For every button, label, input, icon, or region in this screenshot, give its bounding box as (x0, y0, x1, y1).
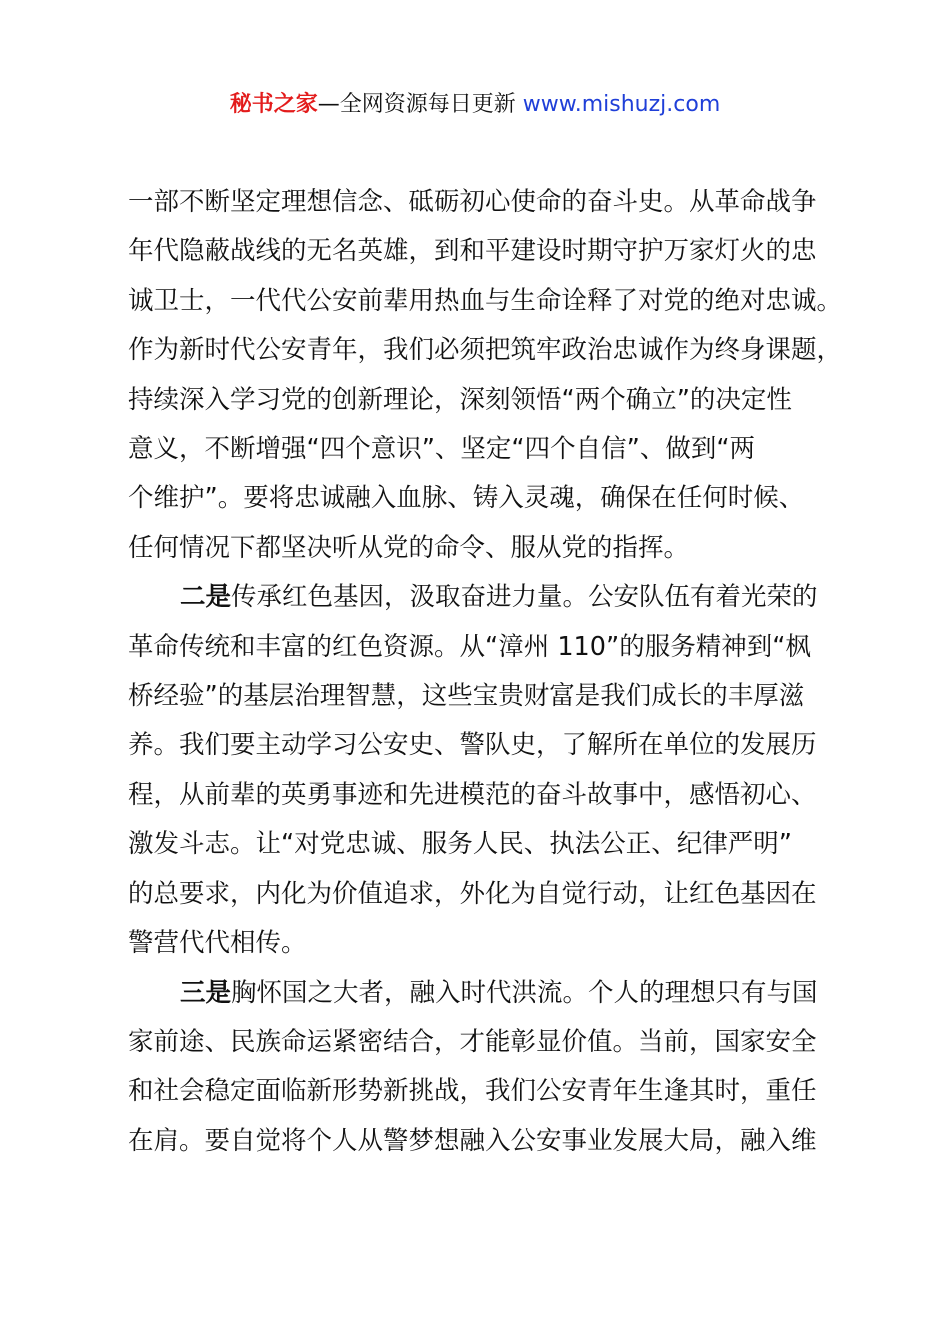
text-line: 养。我们要主动学习公安史、警队史，了解所在单位的发展历 (128, 730, 817, 761)
text-line: 程，从前辈的英勇事迹和先进模范的奋斗故事中，感悟初心、 (128, 779, 817, 810)
paragraph-first-line: 胸怀国之大者，融入时代洪流。个人的理想只有与国 (231, 977, 818, 1008)
text-line: 桥经验”的基层治理智慧，这些宝贵财富是我们成长的丰厚滋 (128, 681, 805, 712)
paragraph-lead: 二是 (180, 582, 232, 613)
text-line: 持续深入学习党的创新理论，深刻领悟“两个确立”的决定性 (128, 384, 792, 415)
text-line: 任何情况下都坚决听从党的命令、服从党的指挥。 (128, 532, 690, 563)
text-line: 意义，不断增强“四个意识”、坚定“四个自信”、做到“两 (128, 434, 756, 465)
site-url-link[interactable]: www.mishuzj.com (522, 92, 721, 117)
text-line: 和社会稳定面临新形势新挑战，我们公安青年生逢其时，重任 (128, 1076, 817, 1107)
site-brand: 秘书之家 (229, 92, 318, 117)
document-body (128, 178, 843, 1166)
paragraph-first-line: 传承红色基因，汲取奋进力量。公安队伍有着光荣的 (231, 582, 818, 613)
text-line: 激发斗志。让“对党忠诚、服务人民、执法公正、纪律严明” (128, 829, 792, 860)
text-line (128, 969, 838, 1018)
paragraph-2 (128, 573, 838, 968)
site-tagline: —全网资源每日更新 (317, 92, 523, 117)
paragraph-lead: 三是 (180, 977, 232, 1008)
text-line: 的总要求，内化为价值追求，外化为自觉行动，让红色基因在 (128, 878, 817, 909)
text-line: 一部不断坚定理想信念、砥砺初心使命的奋斗史。从革命战争 (128, 187, 817, 217)
paragraph-1 (128, 178, 843, 573)
text-line: 个维护”。要将忠诚融入血脉、铸入灵魂，确保在任何时候、 (128, 483, 805, 514)
page-header (0, 88, 950, 122)
text-line (128, 573, 838, 622)
text-line: 革命传统和丰富的红色资源。从“漳州 110”的服务精神到“枫 (128, 631, 811, 662)
text-line: 年代隐蔽战线的无名英雄，到和平建设时期守护万家灯火的忠 (128, 236, 817, 267)
text-line: 在肩。要自觉将个人从警梦想融入公安事业发展大局，融入维 (128, 1125, 817, 1156)
paragraph-3 (128, 969, 838, 1167)
text-line: 作为新时代公安青年，我们必须把筑牢政治忠诚作为终身课题， (128, 335, 843, 366)
text-line: 诚卫士，一代代公安前辈用热血与生命诠释了对党的绝对忠诚。 (128, 285, 843, 316)
text-line: 警营代代相传。 (128, 928, 307, 959)
text-line: 家前途、民族命运紧密结合，才能彰显价值。当前，国家安全 (128, 1026, 817, 1057)
